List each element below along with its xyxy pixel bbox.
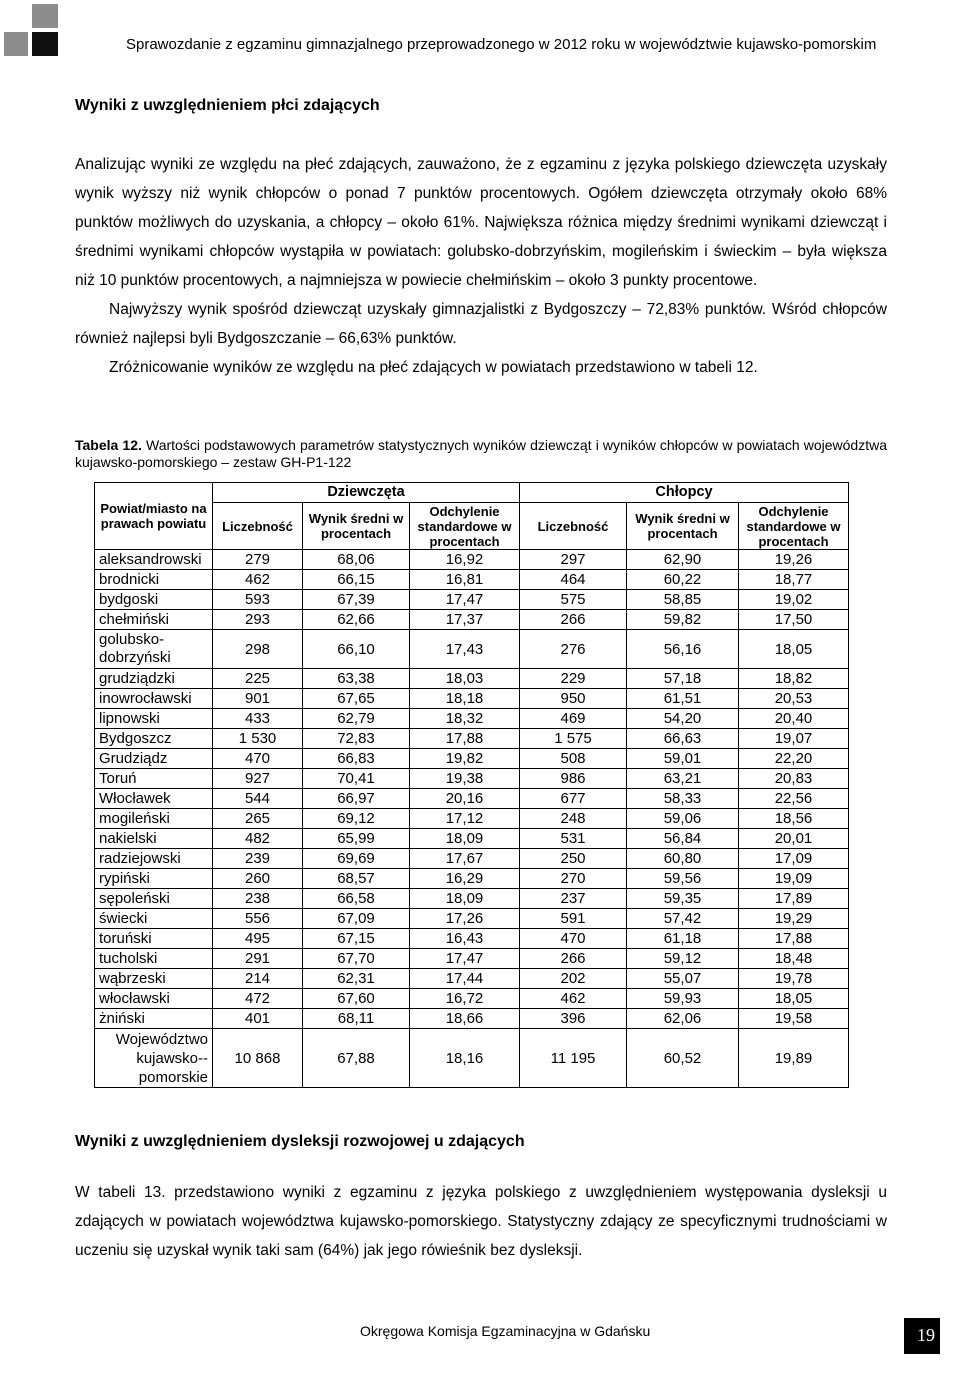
table-cell: 17,47	[410, 949, 520, 969]
table-cell: 63,21	[627, 769, 739, 789]
page-number-box	[904, 1318, 940, 1354]
table-label: Tabela 12.	[75, 437, 142, 453]
table-cell: 464	[520, 570, 627, 590]
table-cell: 462	[520, 989, 627, 1009]
table-cell: 20,83	[739, 769, 849, 789]
table-cell: 59,82	[627, 610, 739, 630]
table-cell: 214	[213, 969, 303, 989]
row-label: Bydgoszcz	[95, 729, 213, 749]
table-cell: 66,63	[627, 729, 739, 749]
table-cell: 19,38	[410, 769, 520, 789]
table-row	[95, 949, 849, 969]
column-header-count: Liczebność	[213, 503, 303, 550]
table-cell: 556	[213, 909, 303, 929]
table-cell: 69,69	[303, 849, 410, 869]
table-cell: 20,16	[410, 789, 520, 809]
table-cell: 297	[520, 550, 627, 570]
table-cell: 17,88	[410, 729, 520, 749]
table-cell: 67,15	[303, 929, 410, 949]
row-label: nakielski	[95, 829, 213, 849]
table-cell: 238	[213, 889, 303, 909]
table-cell: 59,06	[627, 809, 739, 829]
table-row	[95, 689, 849, 709]
row-label: Województwo kujawsko--pomorskie	[95, 1029, 213, 1088]
table-cell: 68,06	[303, 550, 410, 570]
table-cell: 986	[520, 769, 627, 789]
table-cell: 72,83	[303, 729, 410, 749]
table-cell: 66,58	[303, 889, 410, 909]
table-cell: 279	[213, 550, 303, 570]
table-row	[95, 590, 849, 610]
table-cell: 396	[520, 1009, 627, 1029]
table-cell: 59,93	[627, 989, 739, 1009]
row-label: radziejowski	[95, 849, 213, 869]
table-cell: 65,99	[303, 829, 410, 849]
table-cell: 20,40	[739, 709, 849, 729]
paragraph: Zróżnicowanie wyników ze względu na płeć zdających w powiatach przedstawiono w tabeli 12.	[109, 359, 758, 376]
table-cell: 62,31	[303, 969, 410, 989]
table-cell: 18,09	[410, 889, 520, 909]
table-cell: 18,18	[410, 689, 520, 709]
table-cell: 495	[213, 929, 303, 949]
table-cell: 61,18	[627, 929, 739, 949]
table-cell: 18,66	[410, 1009, 520, 1029]
paragraph: W tabeli 13. przedstawiono wyniki z egzaminu z języka polskiego z uwzględnieniem występowania dysleksji u zdających w powiatach województwa kujawsko-pomorskiego. Statystyczny zdający ze specyficznymi trudnościami w uczeniu się uzyskał wynik taki sam (64%) jak jego rówieśnik bez dysleksji.	[75, 1184, 887, 1259]
table-cell: 17,88	[739, 929, 849, 949]
table-cell: 18,32	[410, 709, 520, 729]
table-cell: 237	[520, 889, 627, 909]
column-header-sd: Odchylenie standardowe w procentach	[739, 503, 849, 550]
footer-org: Okręgowa Komisja Egzaminacyjna w Gdańsku	[360, 1323, 651, 1339]
column-header-mean: Wynik średni w procentach	[627, 503, 739, 550]
table-cell: 67,39	[303, 590, 410, 610]
table-cell: 593	[213, 590, 303, 610]
table-cell: 266	[520, 610, 627, 630]
table-cell: 22,20	[739, 749, 849, 769]
table-row	[95, 1009, 849, 1029]
table-row	[95, 630, 849, 669]
table-cell: 266	[520, 949, 627, 969]
table-row	[95, 729, 849, 749]
table-row	[95, 909, 849, 929]
section-heading-gender: Wyniki z uwzględnieniem płci zdających	[75, 97, 380, 114]
row-label: bydgoski	[95, 590, 213, 610]
table-cell: 22,56	[739, 789, 849, 809]
table-cell: 17,09	[739, 849, 849, 869]
table-cell: 59,12	[627, 949, 739, 969]
table-cell: 59,35	[627, 889, 739, 909]
row-label: chełmiński	[95, 610, 213, 630]
table-cell: 19,58	[739, 1009, 849, 1029]
table-cell: 1 575	[520, 729, 627, 749]
table-row	[95, 889, 849, 909]
table-cell: 19,09	[739, 869, 849, 889]
table-cell: 17,47	[410, 590, 520, 610]
table-cell: 20,53	[739, 689, 849, 709]
table-cell: 544	[213, 789, 303, 809]
table-cell: 17,44	[410, 969, 520, 989]
table-row	[95, 969, 849, 989]
table-cell: 470	[520, 929, 627, 949]
table-cell: 54,20	[627, 709, 739, 729]
table-cell: 591	[520, 909, 627, 929]
table-cell: 250	[520, 849, 627, 869]
table-caption	[75, 437, 887, 471]
table-cell: 68,11	[303, 1009, 410, 1029]
section-heading-dyslexia: Wyniki z uwzględnieniem dysleksji rozwojowej u zdających	[75, 1133, 525, 1150]
table-cell: 60,80	[627, 849, 739, 869]
table-cell: 433	[213, 709, 303, 729]
table-cell: 60,52	[627, 1029, 739, 1088]
table-cell: 265	[213, 809, 303, 829]
table-cell: 260	[213, 869, 303, 889]
table-cell: 298	[213, 630, 303, 669]
table-cell: 66,15	[303, 570, 410, 590]
table-cell: 60,22	[627, 570, 739, 590]
table-cell: 19,89	[739, 1029, 849, 1088]
table-cell: 901	[213, 689, 303, 709]
table-row	[95, 709, 849, 729]
table-row	[95, 749, 849, 769]
table-cell: 18,05	[739, 630, 849, 669]
table-cell: 59,56	[627, 869, 739, 889]
row-label: mogileński	[95, 809, 213, 829]
table-cell: 225	[213, 669, 303, 689]
table-cell: 19,02	[739, 590, 849, 610]
table-cell: 927	[213, 769, 303, 789]
column-header-mean: Wynik średni w procentach	[303, 503, 410, 550]
page-number: 19	[917, 1325, 935, 1345]
table-cell: 16,72	[410, 989, 520, 1009]
results-table	[94, 482, 849, 1088]
row-label: rypiński	[95, 869, 213, 889]
logo	[4, 4, 60, 56]
table-cell: 470	[213, 749, 303, 769]
table-row	[95, 989, 849, 1009]
table-cell: 248	[520, 809, 627, 829]
section1-text	[75, 150, 887, 382]
table-cell: 62,79	[303, 709, 410, 729]
table-cell: 67,88	[303, 1029, 410, 1088]
table-row	[95, 769, 849, 789]
table-cell: 18,16	[410, 1029, 520, 1088]
table-row	[95, 570, 849, 590]
table-cell: 66,10	[303, 630, 410, 669]
group-header-boys: Chłopcy	[520, 483, 849, 503]
row-label: Włocławek	[95, 789, 213, 809]
table-cell: 16,29	[410, 869, 520, 889]
table-cell: 19,82	[410, 749, 520, 769]
table-row	[95, 789, 849, 809]
table-row	[95, 809, 849, 829]
table-row	[95, 829, 849, 849]
row-label: grudziądzki	[95, 669, 213, 689]
table-cell: 67,60	[303, 989, 410, 1009]
row-label: wąbrzeski	[95, 969, 213, 989]
table-row	[95, 929, 849, 949]
table-cell: 63,38	[303, 669, 410, 689]
table-cell: 16,92	[410, 550, 520, 570]
column-header-count: Liczebność	[520, 503, 627, 550]
table-cell: 469	[520, 709, 627, 729]
table-cell: 17,43	[410, 630, 520, 669]
table-cell: 18,03	[410, 669, 520, 689]
table-row	[95, 849, 849, 869]
table-cell: 67,09	[303, 909, 410, 929]
table-cell: 19,78	[739, 969, 849, 989]
table-cell: 18,82	[739, 669, 849, 689]
table-cell: 19,07	[739, 729, 849, 749]
group-header-girls: Dziewczęta	[213, 483, 520, 503]
row-label: tucholski	[95, 949, 213, 969]
table-cell: 67,65	[303, 689, 410, 709]
row-label: sępoleński	[95, 889, 213, 909]
table-cell: 1 530	[213, 729, 303, 749]
table-caption-text: Wartości podstawowych parametrów statystycznych wyników dziewcząt i wyników chłopców w powiatach województwa kujawsko-pomorskiego – zestaw GH-P1-122	[75, 437, 888, 470]
table-cell: 677	[520, 789, 627, 809]
table-cell: 58,85	[627, 590, 739, 610]
row-label: żniński	[95, 1009, 213, 1029]
table-cell: 276	[520, 630, 627, 669]
table-cell: 66,97	[303, 789, 410, 809]
row-label: aleksandrowski	[95, 550, 213, 570]
table-cell: 57,42	[627, 909, 739, 929]
table-cell: 62,90	[627, 550, 739, 570]
table-cell: 239	[213, 849, 303, 869]
table-cell: 20,01	[739, 829, 849, 849]
table-cell: 17,26	[410, 909, 520, 929]
table-cell: 62,66	[303, 610, 410, 630]
table-cell: 508	[520, 749, 627, 769]
table-cell: 202	[520, 969, 627, 989]
table-cell: 293	[213, 610, 303, 630]
table-cell: 472	[213, 989, 303, 1009]
table-cell: 270	[520, 869, 627, 889]
row-label: świecki	[95, 909, 213, 929]
table-cell: 401	[213, 1009, 303, 1029]
table-cell: 19,26	[739, 550, 849, 570]
table-cell: 17,12	[410, 809, 520, 829]
row-label: inowrocławski	[95, 689, 213, 709]
table-cell: 17,67	[410, 849, 520, 869]
table-cell: 291	[213, 949, 303, 969]
table-cell: 482	[213, 829, 303, 849]
section2-text	[75, 1178, 887, 1265]
table-cell: 62,06	[627, 1009, 739, 1029]
column-header-powiat: Powiat/miasto na prawach powiatu	[95, 483, 213, 550]
table-row-total	[95, 1029, 849, 1088]
row-label: lipnowski	[95, 709, 213, 729]
table-row	[95, 869, 849, 889]
paragraph: Analizując wyniki ze względu na płeć zdających, zauważono, że z egzaminu z języka polskiego dziewczęta uzyskały wynik wyższy niż wynik chłopców o ponad 7 punktów procentowych. Ogółem dziewczęta otrzymały około 68% punktów możliwych do uzyskania, a chłopcy – około 61%. Największa różnica między średnimi wynikami dziewcząt i średnimi wynikami chłopców wystąpiła w powiatach: golubsko-dobrzyńskim, mogileńskim i świeckim – była większa niż 10 punktów procentowych, a najmniejsza w powiecie chełmińskim – około 3 punkty procentowe.	[75, 156, 887, 289]
table-cell: 68,57	[303, 869, 410, 889]
table-cell: 462	[213, 570, 303, 590]
table-cell: 56,16	[627, 630, 739, 669]
row-label: toruński	[95, 929, 213, 949]
table-cell: 11 195	[520, 1029, 627, 1088]
table-cell: 950	[520, 689, 627, 709]
table-cell: 575	[520, 590, 627, 610]
table-cell: 55,07	[627, 969, 739, 989]
row-label: Grudziądz	[95, 749, 213, 769]
header-title: Sprawozdanie z egzaminu gimnazjalnego przeprowadzonego w 2012 roku w województwie kujawsko-pomorskim	[126, 36, 877, 53]
table-cell: 61,51	[627, 689, 739, 709]
table-cell: 229	[520, 669, 627, 689]
table-cell: 16,43	[410, 929, 520, 949]
table-cell: 17,89	[739, 889, 849, 909]
table-cell: 10 868	[213, 1029, 303, 1088]
table-cell: 67,70	[303, 949, 410, 969]
table-cell: 17,50	[739, 610, 849, 630]
table-cell: 17,37	[410, 610, 520, 630]
row-label: golubsko-dobrzyński	[95, 630, 213, 669]
column-header-sd: Odchylenie standardowe w procentach	[410, 503, 520, 550]
table-cell: 18,77	[739, 570, 849, 590]
table-cell: 70,41	[303, 769, 410, 789]
table-cell: 531	[520, 829, 627, 849]
row-label: włocławski	[95, 989, 213, 1009]
table-cell: 18,56	[739, 809, 849, 829]
table-cell: 66,83	[303, 749, 410, 769]
table-cell: 59,01	[627, 749, 739, 769]
table-cell: 18,48	[739, 949, 849, 969]
row-label: brodnicki	[95, 570, 213, 590]
table-cell: 58,33	[627, 789, 739, 809]
table-cell: 18,05	[739, 989, 849, 1009]
row-label: Toruń	[95, 769, 213, 789]
table-row	[95, 669, 849, 689]
table-cell: 69,12	[303, 809, 410, 829]
table-cell: 16,81	[410, 570, 520, 590]
table-cell: 57,18	[627, 669, 739, 689]
table-row	[95, 550, 849, 570]
table-cell: 19,29	[739, 909, 849, 929]
paragraph: Najwyższy wynik spośród dziewcząt uzyskały gimnazjalistki z Bydgoszczy – 72,83% punktów. Wśród chłopców również najlepsi byli Bydgoszczanie – 66,63% punktów.	[75, 301, 887, 347]
table-cell: 18,09	[410, 829, 520, 849]
table-cell: 56,84	[627, 829, 739, 849]
table-row	[95, 610, 849, 630]
